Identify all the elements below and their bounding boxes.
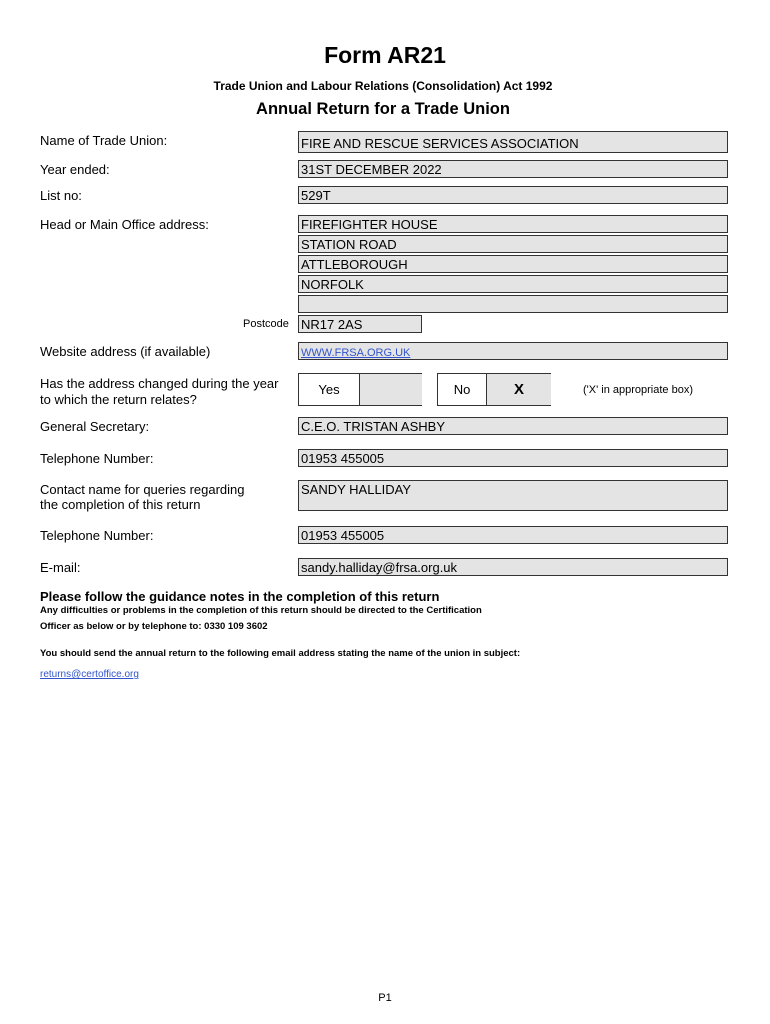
- yes-option[interactable]: [298, 373, 422, 406]
- address-line-4[interactable]: NORFOLK: [298, 275, 728, 293]
- year-field[interactable]: 31ST DECEMBER 2022: [298, 160, 728, 178]
- list-field[interactable]: 529T: [298, 186, 728, 204]
- page-number: P1: [378, 992, 392, 1004]
- gensec-label: General Secretary:: [40, 419, 150, 434]
- email-label: E-mail:: [40, 560, 81, 575]
- yes-checkbox[interactable]: [359, 374, 422, 405]
- contact-label-1: Contact name for queries regarding: [40, 482, 245, 497]
- website-link[interactable]: WWW.FRSA.ORG.UK: [301, 347, 411, 359]
- phone1-label: Telephone Number:: [40, 451, 154, 466]
- name-field[interactable]: FIRE AND RESCUE SERVICES ASSOCIATION: [298, 131, 728, 153]
- changed-label-2: to which the return relates?: [40, 392, 197, 407]
- website-label: Website address (if available): [40, 344, 211, 359]
- contact-field[interactable]: SANDY HALLIDAY: [298, 480, 728, 511]
- form-title: Form AR21: [324, 42, 446, 68]
- changed-label-1: Has the address changed during the year: [40, 376, 279, 391]
- certoffice-email-link[interactable]: returns@certoffice.org: [40, 669, 139, 680]
- list-label: List no:: [40, 188, 82, 203]
- form-subtitle: Annual Return for a Trade Union: [256, 100, 510, 118]
- postcode-label: Postcode: [243, 318, 289, 330]
- website-field[interactable]: [298, 342, 728, 360]
- year-label: Year ended:: [40, 162, 110, 177]
- no-option[interactable]: [437, 373, 551, 406]
- guidance-line-1: Any difficulties or problems in the completion of this return should be directed to the Certification: [40, 605, 482, 616]
- box-hint: ('X' in appropriate box): [583, 384, 693, 396]
- address-line-2[interactable]: STATION ROAD: [298, 235, 728, 253]
- phone2-field[interactable]: 01953 455005: [298, 526, 728, 544]
- email-field[interactable]: sandy.halliday@frsa.org.uk: [298, 558, 728, 576]
- gensec-field[interactable]: C.E.O. TRISTAN ASHBY: [298, 417, 728, 435]
- guidance-heading: Please follow the guidance notes in the completion of this return: [40, 589, 440, 604]
- no-checkbox[interactable]: X: [486, 374, 551, 405]
- name-label: Name of Trade Union:: [40, 133, 168, 148]
- address-line-5[interactable]: [298, 295, 728, 313]
- guidance-line-2: Officer as below or by telephone to: 0330 109 3602: [40, 621, 268, 632]
- send-note: You should send the annual return to the following email address stating the name of the union in subject:: [40, 648, 521, 659]
- phone1-field[interactable]: 01953 455005: [298, 449, 728, 467]
- address-line-3[interactable]: ATTLEBOROUGH: [298, 255, 728, 273]
- postcode-field[interactable]: NR17 2AS: [298, 315, 422, 333]
- address-label: Head or Main Office address:: [40, 217, 209, 232]
- no-label: No: [453, 382, 471, 397]
- yes-label: Yes: [318, 382, 340, 397]
- phone2-label: Telephone Number:: [40, 528, 154, 543]
- address-line-1[interactable]: FIREFIGHTER HOUSE: [298, 215, 728, 233]
- act-title: Trade Union and Labour Relations (Consolidation) Act 1992: [213, 79, 553, 93]
- contact-label-2: the completion of this return: [40, 497, 201, 512]
